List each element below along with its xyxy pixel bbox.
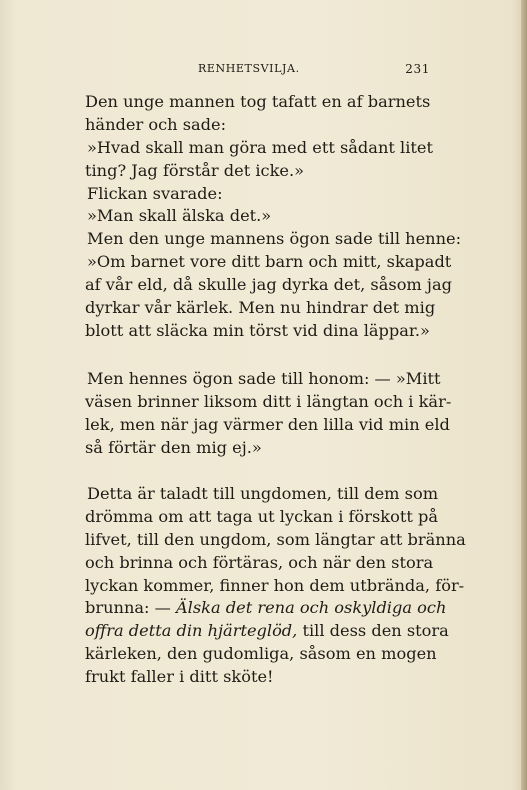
- text-line: blott att släcka min törst vid dina läppar.»: [85, 320, 430, 340]
- paragraph-3: [85, 483, 466, 689]
- text-line: och brinna och förtäras, och när den stora: [85, 552, 434, 572]
- text-line: Men den unge mannens ögon sade till henne:: [87, 229, 462, 249]
- text-line: frukt faller i ditt sköte!: [85, 667, 274, 687]
- text-line: väsen brinner liksom ditt i längtan och i kär-: [85, 391, 452, 411]
- text-line: lek, men när jag värmer den lilla vid min eld: [85, 414, 450, 434]
- text-line: Men hennes ögon sade till honom: — »Mitt: [87, 369, 441, 388]
- text-line-mixed: [85, 597, 447, 620]
- text-line-mixed: [85, 620, 449, 643]
- paragraph-1: [85, 91, 462, 343]
- text-line: dyrkar vår kärlek. Men nu hindrar det mig: [85, 298, 436, 318]
- text-line: ting? Jag förstår det icke.»: [85, 160, 305, 180]
- text-line: lifvet, till den ungdom, som längtar att bränna: [85, 529, 466, 549]
- text-line: »Man skall älska det.»: [87, 206, 272, 226]
- text-line: »Hvad skall man göra med ett sådant litet: [87, 137, 433, 157]
- text-line: Detta är taladt till ungdomen, till dem som: [87, 484, 439, 503]
- page-edge: [521, 0, 527, 790]
- running-title: RENHETSVILJA.: [198, 62, 300, 75]
- text-line: »Om barnet vore ditt barn och mitt, skapadt: [87, 252, 452, 272]
- italic-text: offra detta din hjärteglöd,: [85, 621, 298, 641]
- text-line: kärleken, den gudomliga, såsom en mogen: [85, 644, 437, 664]
- text-run: brunna: —: [85, 598, 176, 618]
- italic-text: Älska det rena och oskyldiga och: [175, 598, 447, 618]
- text-line: Flickan svarade:: [87, 183, 223, 203]
- text-line: af vår eld, då skulle jag dyrka det, såsom jag: [85, 275, 452, 295]
- text-line: drömma om att taga ut lyckan i förskott på: [85, 506, 439, 526]
- paragraph-2: [85, 368, 452, 460]
- page-number: 231: [405, 62, 430, 76]
- text-line: Den unge mannen tog tafatt en af barnets: [85, 92, 431, 111]
- text-line: så förtär den mig ej.»: [85, 437, 262, 457]
- page-header: [198, 62, 430, 78]
- text-line: händer och sade:: [85, 114, 227, 134]
- text-line: lyckan kommer, finner hon dem utbrända, för-: [85, 575, 465, 595]
- text-run: till dess den stora: [297, 621, 449, 641]
